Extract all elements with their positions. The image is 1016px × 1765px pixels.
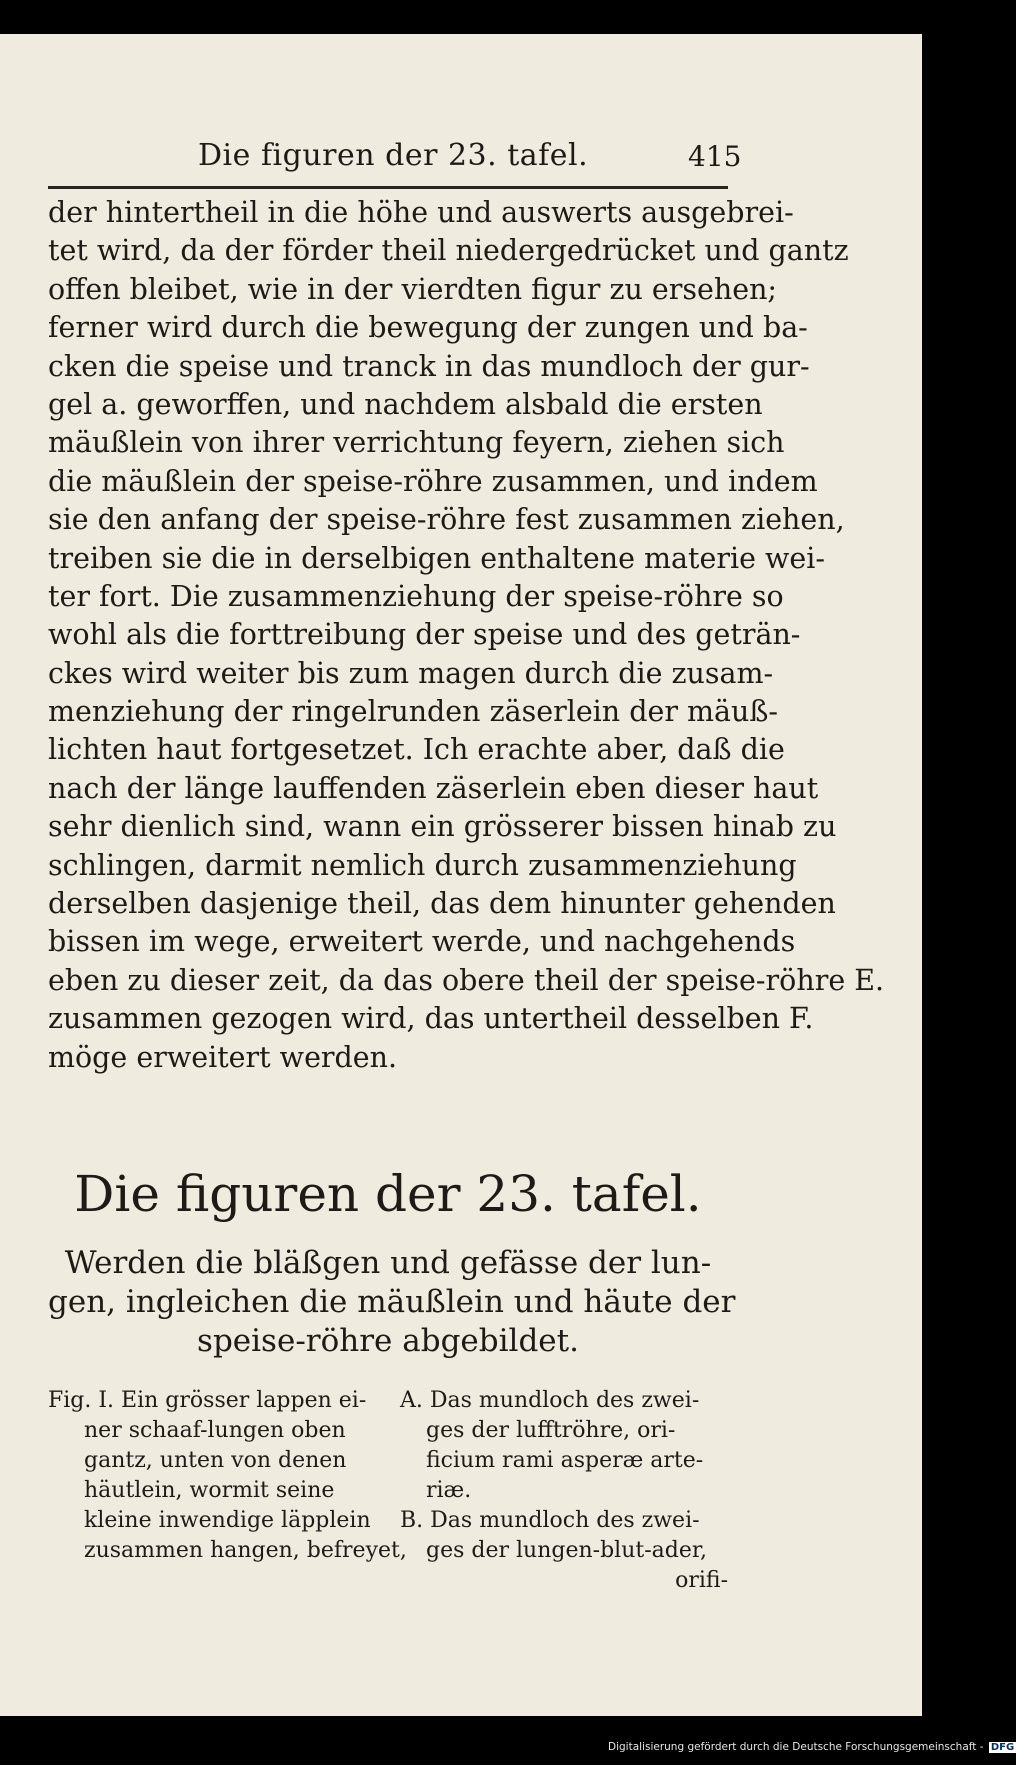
section-heading: Die figuren der 23. tafel. bbox=[74, 1165, 702, 1223]
body-line: ckes wird weiter bis zum magen durch die zusam- bbox=[48, 656, 774, 690]
body-line: zusammen gezogen wird, das untertheil desselben F. bbox=[48, 1002, 814, 1036]
legend-line: ner schaaf-lungen oben bbox=[84, 1418, 346, 1443]
body-line: ter fort. Die zusammenziehung der speise-röhre so bbox=[48, 579, 784, 613]
legend-line: zusammen hangen, befreyet, bbox=[84, 1538, 407, 1563]
legend-line: B. Das mundloch des zwei- bbox=[400, 1508, 700, 1533]
legend-line: Fig. I. Ein grösser lappen ei- bbox=[48, 1388, 367, 1413]
running-head-title: Die figuren der 23. tafel. bbox=[198, 138, 589, 173]
body-line: sie den anfang der speise-röhre fest zusammen ziehen, bbox=[48, 503, 845, 537]
body-line: treiben sie die in derselbigen enthaltene materie wei- bbox=[48, 541, 826, 575]
legend-line: kleine inwendige läpplein bbox=[84, 1508, 371, 1533]
section-subheading bbox=[48, 1244, 736, 1361]
body-line: mäußlein von ihrer verrichtung feyern, ziehen sich bbox=[48, 426, 785, 460]
body-line: offen bleibet, wie in der vierdten figur zu ersehen; bbox=[48, 272, 778, 306]
page-number: 415 bbox=[688, 140, 742, 173]
body-line: wohl als die forttreibung der speise und des geträn- bbox=[48, 618, 801, 652]
body-line: gel a. geworffen, und nachdem alsbald die ersten bbox=[48, 387, 763, 421]
body-line: menziehung der ringelrunden zäserlein der mäuß- bbox=[48, 695, 779, 729]
dfg-logo: DFG bbox=[990, 1742, 1015, 1753]
body-line: nach der länge lauffenden zäserlein eben dieser haut bbox=[48, 771, 819, 805]
legend-line: gantz, unten von denen bbox=[84, 1448, 347, 1473]
body-line: bissen im wege, erweitert werde, und nachgehends bbox=[48, 925, 796, 959]
body-line: cken die speise und tranck in das mundloch der gur- bbox=[48, 349, 810, 383]
body-line: möge erweitert werden. bbox=[48, 1040, 398, 1074]
legend-line: A. Das mundloch des zwei- bbox=[400, 1388, 700, 1413]
subheading-line: gen, ingleichen die mäußlein und häute der bbox=[48, 1284, 736, 1320]
body-line: die mäußlein der speise-röhre zusammen, und indem bbox=[48, 464, 818, 498]
footer-text: Digitalisierung gefördert durch die Deutsche Forschungsgemeinschaft - bbox=[608, 1741, 984, 1753]
legend-line: ges der lungen-blut-ader, bbox=[426, 1538, 707, 1563]
subheading-line: Werden die bläßgen und gefässe der lun- bbox=[64, 1245, 712, 1281]
legend-line: ficium rami asperæ arte- bbox=[426, 1448, 704, 1473]
legend-right-column bbox=[400, 1386, 728, 1596]
body-line: lichten haut fortgesetzet. Ich erachte aber, daß die bbox=[48, 733, 785, 767]
header-rule bbox=[48, 186, 728, 189]
body-line: eben zu dieser zeit, da das obere theil der speise-röhre E. bbox=[48, 963, 885, 997]
body-line: schlingen, darmit nemlich durch zusammenziehung bbox=[48, 848, 797, 882]
digitization-footer bbox=[608, 1741, 1016, 1753]
body-line: der hintertheil in die höhe und auswerts ausgebrei- bbox=[48, 196, 794, 229]
catchword: orifi- bbox=[675, 1568, 728, 1593]
book-page bbox=[0, 34, 922, 1716]
running-head bbox=[48, 134, 742, 184]
body-text bbox=[48, 194, 885, 1077]
legend-line: ges der lufftröhre, ori- bbox=[426, 1418, 676, 1443]
subheading-line: speise-röhre abgebildet. bbox=[197, 1323, 579, 1359]
body-line: ferner wird durch die bewegung der zungen und ba- bbox=[48, 311, 808, 345]
body-line: tet wird, da der förder theil niedergedrücket und gantz bbox=[48, 234, 849, 268]
legend-line: häutlein, wormit seine bbox=[84, 1478, 335, 1503]
legend-left-column bbox=[48, 1386, 407, 1566]
body-line: derselben dasjenige theil, das dem hinunter gehenden bbox=[48, 887, 836, 921]
body-line: sehr dienlich sind, wann ein grösserer bissen hinab zu bbox=[48, 810, 837, 844]
legend-line: riæ. bbox=[426, 1478, 472, 1503]
